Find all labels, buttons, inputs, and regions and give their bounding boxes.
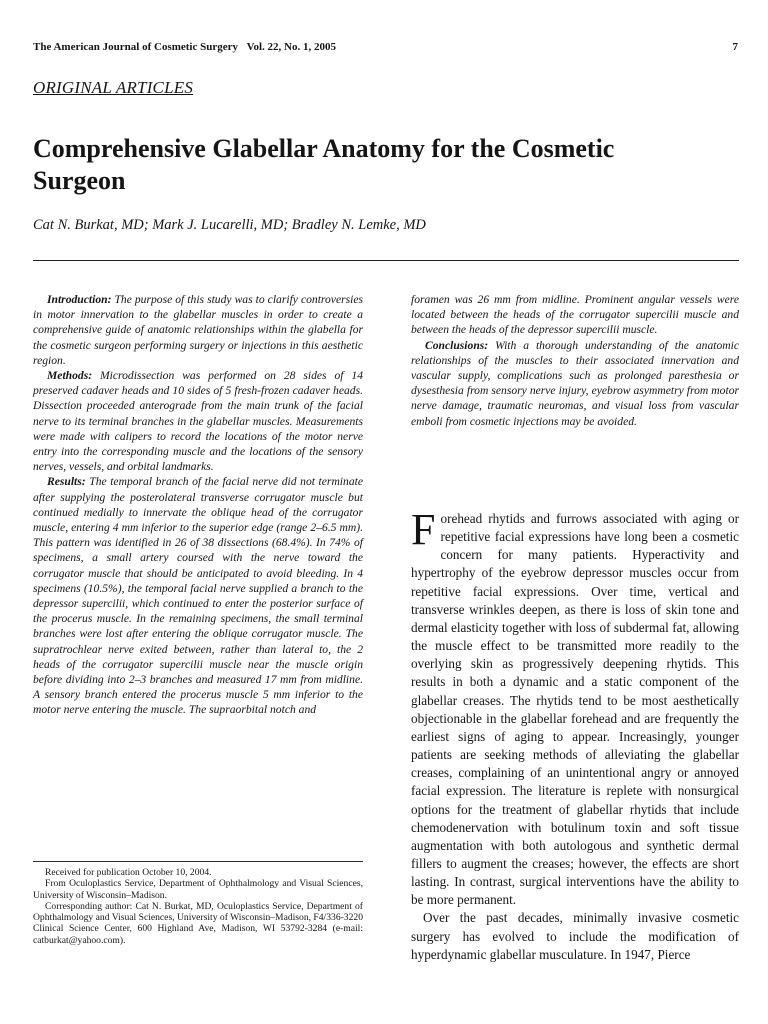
footnotes (33, 861, 363, 946)
introduction-label: Introduction: (47, 293, 112, 306)
abstract-conclusions (411, 338, 739, 429)
journal-name: The American Journal of Cosmetic Surgery (33, 41, 238, 53)
title-divider (33, 260, 739, 261)
abstract-introduction (33, 292, 363, 368)
abstract-results (33, 474, 363, 717)
conclusions-label: Conclusions: (425, 338, 489, 352)
abstract-right-column (411, 292, 739, 429)
section-label: ORIGINAL ARTICLES (33, 78, 194, 97)
footnote-affiliation: From Oculoplastics Service, Department of Ophthalmology and Visual Sciences, University of Wisconsin–Madison. (33, 878, 363, 901)
abstract-methods (33, 368, 363, 474)
body-text (411, 505, 739, 964)
introduction-text: The purpose of this study was to clarify controversies in motor innervation to the glabellar muscles in order to create a comprehensive guide of anatomic relationships within the glabella for the cosmetic surgeon performing surgery or injections in this aesthetic region. (33, 293, 363, 367)
body-paragraph-1-text: orehead rhytids and furrows associated with aging or repetitive facial expressions have long been a cosmetic concern for many patients. Hyperactivity and hypertrophy of the eyebrow depressor muscles occur from repetitive facial expressions. Over time, vertical and transverse wrinkles deepen, as there is loss of skin tone and dermal elasticity together with loss of subdermal fat, allowing the muscle effect to be transmitted more readily to the overlying skin as progressively deepening rhytids. This results in both a dynamic and a static component of the glabellar creases. The rhytids tend to be most aesthetically objectionable in the glabellar forehead and are frequently the earliest signs of aging to appear. Increasingly, younger patients are seeking methods of alleviating the glabellar creases, complaining of an unintentional angry or annoyed facial expression. The literature is replete with nonsurgical options for the treatment of glabellar rhytids that include chemodenervation with botulinum toxin and soft tissue augmentation with both autologous and synthetic dermal fillers to augment the creases; however, the effects are short lasting. In contrast, surgical interventions have the ability to be more permanent. (411, 511, 739, 908)
drop-cap: F (411, 505, 436, 554)
abstract-left-column (33, 292, 363, 718)
body-paragraph-2: Over the past decades, minimally invasive cosmetic surgery has evolved to include the modification of hyperdynamic glabellar musculature. In 1947, Pierce (411, 910, 739, 962)
abstract-results-continued: foramen was 26 mm from midline. Prominent angular vessels were located between the heads of the corrugator supercilii muscle and between the heads of the depressor supercilii muscle. (411, 293, 739, 337)
running-head (33, 41, 738, 53)
results-text: The temporal branch of the facial nerve did not terminate after supplying the posterolateral transverse corrugator muscle but continued medially to innervate the oblique head of the corrugator muscle, entering 4 mm inferior to the superior edge (range 2–6.5 mm). This pattern was identified in 26 of 38 dissections (68.4%). In 74% of specimens, a small artery coursed with the nerve toward the corrugator muscle that should be anticipated to avoid bleeding. In 4 specimens (10.5%), the temporal facial nerve supplied a branch to the depressor supercilii, which continued to enter the posterior surface of the procerus muscle. In the remaining specimens, the small terminal branches were lost after entering the oblique corrugator muscle. The supratrochlear nerve exited between, rather than lateral to, the 2 heads of the corrugator supercilii muscle near the muscle origin before dividing into 2–3 branches and measured 17 mm from midline. A sensory branch entered the procerus muscle 5 mm inferior to the motor nerve entering the muscle. The supraorbital notch and (33, 475, 363, 717)
footnote-received: Received for publication October 10, 2004. (45, 867, 212, 878)
footnote-correspondence: Corresponding author: Cat N. Burkat, MD, Oculoplastics Service, Department of Ophthalmology and Visual Sciences, University of Wisconsin–Madison, F4/336-3220 Clinical Science Center, 600 Highland Ave, Madison, WI 53792-3284 (e-mail: catburkat@yahoo.com). (33, 900, 363, 946)
conclusions-text: With a thorough understanding of the anatomic relationships of the muscles to their associated innervation and vascular supply, complications such as prolonged paresthesia or dysesthesia from sensory nerve injury, eyebrow asymmetry from motor nerve damage, traumatic neuromas, and visual loss from vascular emboli from cosmetic injections may be avoided. (411, 338, 739, 428)
methods-label: Methods: (47, 369, 93, 383)
body-paragraph-1 (411, 505, 739, 909)
author-list: Cat N. Burkat, MD; Mark J. Lucarelli, MD; Bradley N. Lemke, MD (33, 217, 426, 233)
methods-text: Microdissection was performed on 28 sides of 14 preserved cadaver heads and 10 sides of 5 fresh-frozen cadaver heads. Dissection proceeded anterograde from the main trunk of the facial nerve to its terminal branches in the glabellar muscles. Measurements were made with calipers to record the locations of the motor nerve entry into the corresponding muscle and the locations of the sensory nerves, vessels, and orbital landmarks. (33, 369, 363, 474)
journal-volume: Vol. 22, No. 1, 2005 (246, 41, 336, 53)
page-number: 7 (732, 41, 738, 53)
results-label: Results: (47, 475, 86, 489)
article-title: Comprehensive Glabellar Anatomy for the Cosmetic Surgeon (33, 134, 615, 195)
